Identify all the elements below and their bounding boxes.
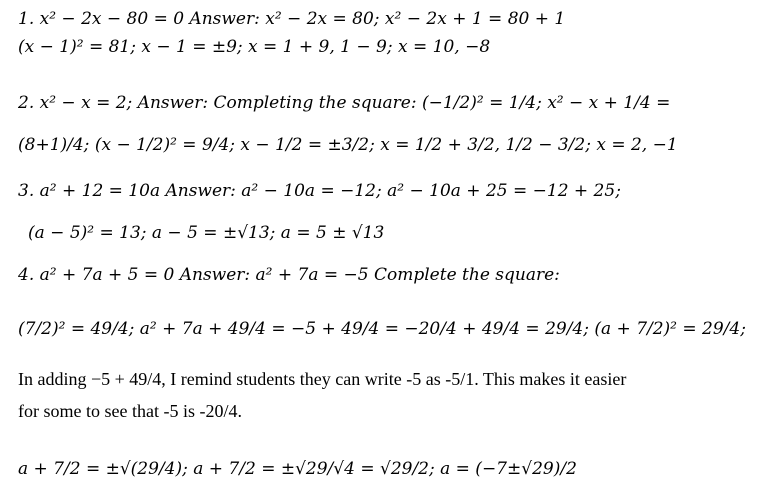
problem-3-line-2: (a − 5)² = 13; a − 5 = ±√13; a = 5 ± √13 [28,223,385,243]
teacher-note-line-2: for some to see that -5 is -20/4. [18,401,242,421]
problem-4-line-1: 4. a² + 7a + 5 = 0 Answer: a² + 7a = −5 Complete the square: [18,265,560,285]
problem-1-line-1: 1. x² − 2x − 80 = 0 Answer: x² − 2x = 80; x² − 2x + 1 = 80 + 1 [18,9,566,29]
problem-1-line-2: (x − 1)² = 81; x − 1 = ±9; x = 1 + 9, 1 − 9; x = 10, −8 [18,37,491,57]
problem-2-line-1: 2. x² − x = 2; Answer: Completing the square: (−1/2)² = 1/4; x² − x + 1/4 = [18,93,671,113]
problem-4-line-3: a + 7/2 = ±√(29/4); a + 7/2 = ±√29/√4 = √29/2; a = (−7±√29)/2 [18,459,577,479]
teacher-note-line-1: In adding −5 + 49/4, I remind students they can write -5 as -5/1. This makes it easier [18,369,627,389]
problem-4-line-2: (7/2)² = 49/4; a² + 7a + 49/4 = −5 + 49/4 = −20/4 + 49/4 = 29/4; (a + 7/2)² = 29/4; [18,319,746,339]
problem-2-line-2: (8+1)/4; (x − 1/2)² = 9/4; x − 1/2 = ±3/2; x = 1/2 + 3/2, 1/2 − 3/2; x = 2, −1 [18,135,678,155]
problem-3-line-1: 3. a² + 12 = 10a Answer: a² − 10a = −12; a² − 10a + 25 = −12 + 25; [18,181,621,201]
